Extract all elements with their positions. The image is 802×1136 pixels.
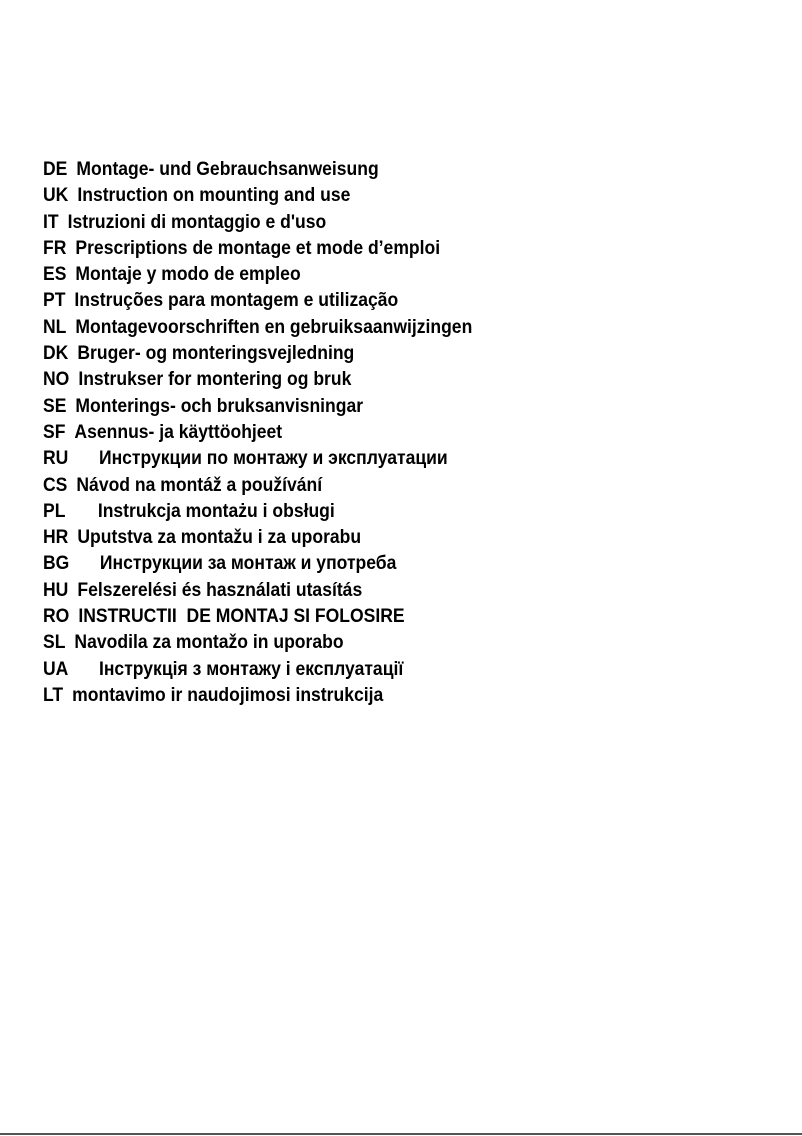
language-title: Felszerelési és használati utasítás bbox=[77, 578, 363, 601]
language-row-cs bbox=[43, 472, 691, 498]
language-title: Návod na montáž a používání bbox=[76, 473, 323, 496]
language-title: Instruction on mounting and use bbox=[77, 184, 351, 207]
language-row-hu bbox=[43, 577, 691, 603]
language-title: Instruções para montagem e utilização bbox=[74, 289, 399, 312]
language-row-no bbox=[43, 366, 691, 392]
language-title: Інструкція з монтажу і експлуатації bbox=[98, 657, 404, 680]
language-title: Montagevoorschriften en gebruiksaanwijzingen bbox=[75, 315, 473, 338]
language-row-nl bbox=[43, 314, 691, 340]
language-row-sl bbox=[43, 629, 691, 655]
page-bottom-rule bbox=[0, 1133, 802, 1135]
language-title: Asennus- ja käyttöohjeet bbox=[74, 420, 283, 443]
language-list bbox=[43, 156, 763, 708]
language-code: PT bbox=[43, 289, 66, 312]
language-code: LT bbox=[43, 683, 64, 706]
language-row-dk bbox=[43, 340, 691, 366]
language-code: NO bbox=[43, 368, 70, 391]
language-code: SF bbox=[43, 420, 66, 443]
language-code: PL bbox=[43, 499, 66, 522]
language-title: Montage- und Gebrauchsanweisung bbox=[76, 158, 379, 180]
language-row-fr bbox=[43, 235, 691, 261]
language-code: DK bbox=[43, 342, 69, 365]
language-row-uk bbox=[43, 182, 691, 208]
language-code: ES bbox=[43, 263, 67, 286]
language-title: Инструкции за монтаж и употреба bbox=[99, 552, 397, 575]
language-row-bg bbox=[43, 550, 691, 576]
language-title: Instrukcja montażu i obsługi bbox=[97, 499, 335, 522]
language-code: IT bbox=[43, 210, 59, 233]
language-title: INSTRUCTII DE MONTAJ SI FOLOSIRE bbox=[78, 605, 405, 628]
language-code: SL bbox=[43, 631, 66, 654]
language-title: Navodila za montažo in uporabo bbox=[74, 631, 344, 654]
language-row-it bbox=[43, 209, 691, 235]
language-title: Montaje y modo de empleo bbox=[75, 263, 301, 286]
language-code: DE bbox=[43, 158, 68, 180]
language-code: HU bbox=[43, 578, 69, 601]
language-row-hr bbox=[43, 524, 691, 550]
language-title: Инструкции по монтажу и эксплуатации bbox=[98, 447, 448, 470]
language-row-ru bbox=[43, 445, 691, 471]
language-code: FR bbox=[43, 236, 67, 259]
language-row-pl bbox=[43, 498, 691, 524]
language-code: BG bbox=[43, 552, 70, 575]
language-title: Istruzioni di montaggio e d'uso bbox=[67, 210, 327, 233]
language-code: CS bbox=[43, 473, 68, 496]
language-row-sf bbox=[43, 419, 691, 445]
language-code: NL bbox=[43, 315, 67, 338]
language-row-se bbox=[43, 393, 691, 419]
language-code: HR bbox=[43, 526, 69, 549]
language-code: RU bbox=[43, 447, 69, 470]
language-row-lt bbox=[43, 682, 691, 708]
language-title: Uputstva za montažu i za uporabu bbox=[77, 526, 362, 549]
language-row-pt bbox=[43, 287, 691, 313]
language-title: montavimo ir naudojimosi instrukcija bbox=[72, 683, 384, 706]
language-title: Prescriptions de montage et mode d’emploi bbox=[75, 236, 441, 259]
language-row-de bbox=[43, 156, 691, 182]
language-code: RO bbox=[43, 605, 70, 628]
language-code: UA bbox=[43, 657, 69, 680]
language-code: UK bbox=[43, 184, 69, 207]
language-title: Instrukser for montering og bruk bbox=[78, 368, 352, 391]
language-title: Bruger- og monteringsvejledning bbox=[77, 342, 355, 365]
language-title: Monterings- och bruksanvisningar bbox=[75, 394, 364, 417]
language-row-es bbox=[43, 261, 691, 287]
language-row-ro bbox=[43, 603, 691, 629]
language-row-ua bbox=[43, 656, 691, 682]
language-code: SE bbox=[43, 394, 67, 417]
